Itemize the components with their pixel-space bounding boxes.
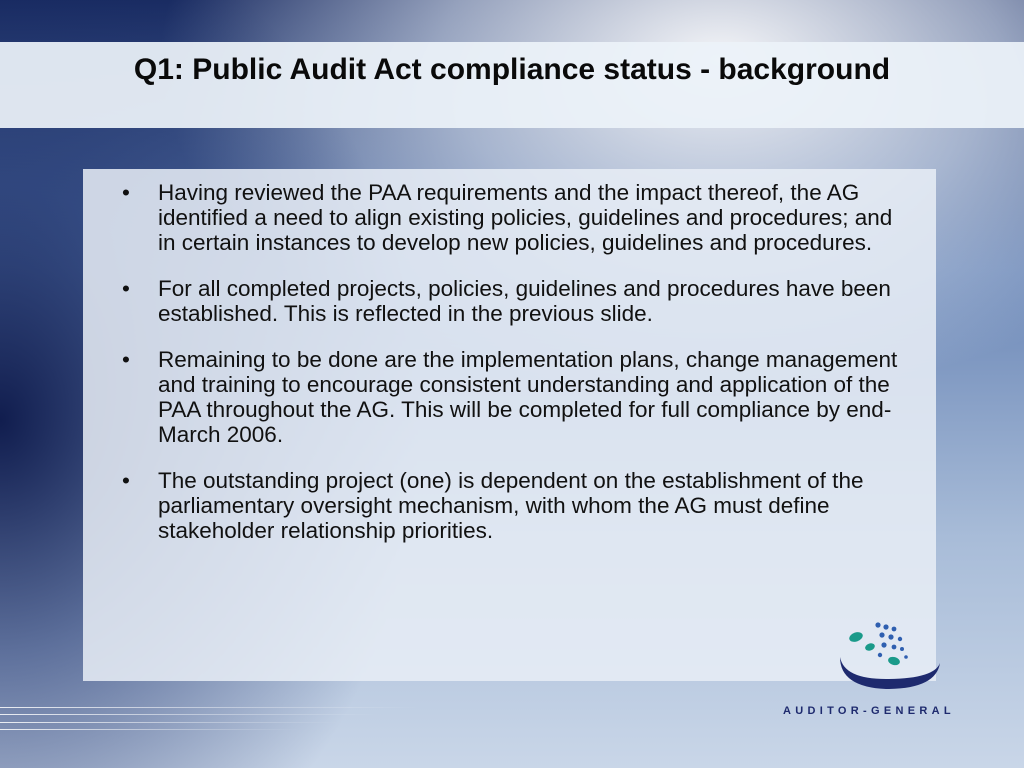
logo-wordmark: AUDITOR-GENERAL (783, 705, 955, 717)
bullet-item (110, 276, 900, 326)
bullet-item (110, 347, 900, 447)
bullet-list (110, 180, 900, 564)
bullet-item (110, 468, 900, 543)
bullet-text: Having reviewed the PAA requirements and the impact thereof, the AG identified a need to align existing policies, guidelines and procedures; and in certain instances to develop new policies, guidelines and procedures. (158, 180, 893, 255)
auditor-general-emblem-icon (834, 617, 946, 695)
bullet-item (110, 180, 900, 255)
bullet-marker: • (122, 276, 130, 301)
bullet-marker: • (122, 468, 130, 493)
slide-title: Q1: Public Audit Act compliance status - background (133, 53, 891, 86)
stripe-line (0, 714, 380, 715)
bullet-marker: • (122, 180, 130, 205)
decorative-stripes (0, 705, 420, 735)
stripe-line (0, 729, 300, 730)
bullet-text: For all completed projects, policies, guidelines and procedures have been established. This is reflected in the previous slide. (158, 276, 891, 326)
bullet-text: The outstanding project (one) is dependent on the establishment of the parliamentary oversight mechanism, with whom the AG must define stakeholder relationship priorities. (158, 468, 864, 543)
bullet-marker: • (122, 347, 130, 372)
stripe-line (0, 722, 340, 723)
bullet-text: Remaining to be done are the implementation plans, change management and training to encourage consistent understanding and application of the PAA throughout the AG. This will be completed for full compliance by end-March 2006. (158, 347, 898, 447)
stripe-line (0, 707, 420, 708)
